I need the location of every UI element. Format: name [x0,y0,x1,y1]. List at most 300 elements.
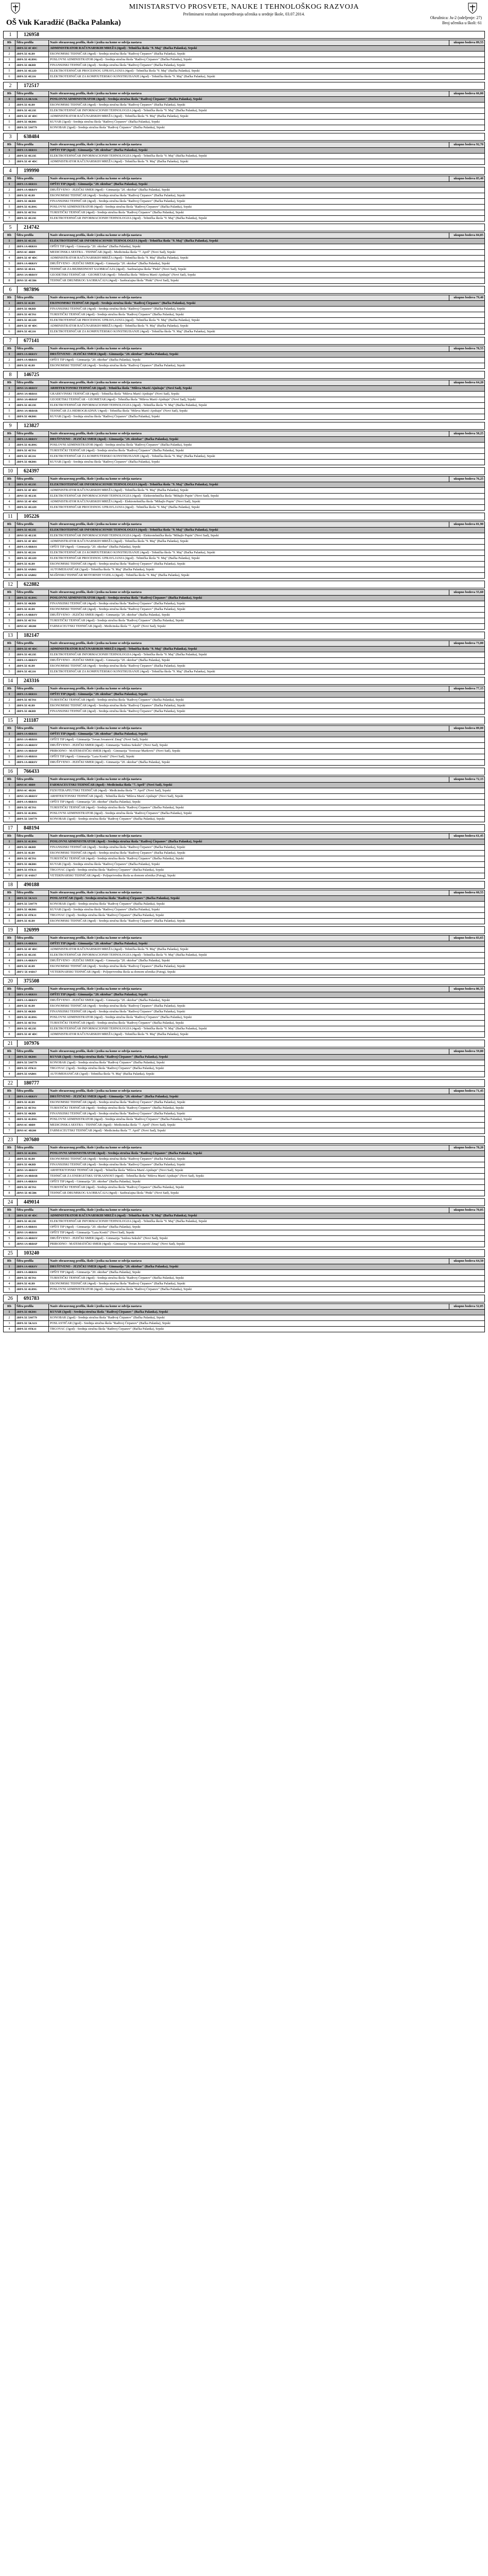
points-value: 59,80 [476,1049,483,1053]
choice-rank: 6 [4,329,15,335]
profile-code: 2BNS 1A 4RRSV [15,743,49,749]
profile-description: POSLOVNI ADMINISTRATOR (4god) - Srednja stručna škola "Radivoj Ćirpanov" (Bačka Palanka), Srpski [49,1151,485,1157]
profile-description: OPŠTI TIP (4god) - Gimnazija "20. oktobar" (Bačka Palanka), Srpski [49,358,485,363]
profile-description: ADMINISTRATOR RAČUNARSKIH MREŽA (4god) - Tehnička škola "9. Maj" (Bačka Palanka), Srpski [49,539,485,545]
candidate-code: 180777 [24,1080,39,1086]
column-header-name: Naziv obrazovnog profila, škole i jezika na kome se odvija nastava [49,890,449,896]
profile-code: 2BPA 5E 4E23E [15,482,49,488]
candidate-header [3,768,485,775]
profile-code: 2BPA 5E 4AB01 [15,1072,49,1077]
table-row [4,505,485,511]
points-value: 70,05 [476,1208,483,1212]
profile-code: 2BPA 5E 4KB01 [15,120,49,125]
choice-rank: 3 [4,363,15,369]
choices-table [3,986,485,1038]
candidate-header [3,1040,485,1047]
student-block [3,167,485,222]
points-value: 55,60 [476,590,483,594]
points-header [449,91,485,97]
column-header-rb: Rb [4,726,15,732]
column-header-name: Naziv obrazovnog profila, škole i jezika na kome se odvija nastava [49,1208,449,1213]
profile-code: 2BNS 3A 4RRSV [15,1168,49,1174]
points-header [449,726,485,732]
column-header-name: Naziv obrazovnog profila, škole i jezika na kome se odvija nastava [49,40,449,46]
profile-description: EKONOMSKI TEHNIČAR (4god) - Srednja stručna škola "Radivoj Ćirpanov" (Bačka Palanka), Srpski [49,1157,485,1162]
table-header-row [4,176,485,182]
candidate-header [3,133,485,141]
points-header [449,890,485,896]
choice-rank: 2 [4,244,15,250]
choice-rank: 2 [4,443,15,448]
profile-code: 2BPA 5E 4E23E [15,953,49,958]
choices-table [3,91,485,131]
profile-description: OPŠTI TIP (4god) - Gimnazija "20. oktobar" (Bačka Palanka), Srpski [49,692,485,698]
profile-description: OPŠTI TIP (4god) - Gimnazija "20. oktobar" (Bačka Palanka), Srpski [49,1179,485,1185]
column-header-name: Naziv obrazovnog profila, škole i jezika na kome se odvija nastava [49,936,449,941]
profile-code: 2BPA 1A 4RRSV [15,958,49,964]
choices-table [3,1088,485,1134]
candidate-code: 105226 [24,514,39,519]
profile-description: PRIRODNO - MATEMATIČKI SMER (4god) - Gimnazija "Svetozar Marković" (Novi Sad), Srpski [49,749,485,754]
profile-description: OPŠTI TIP (4god) - Gimnazija "20. oktobar" (Bačka Palanka), Srpski [49,545,485,550]
student-block [3,286,485,335]
profile-description: KONOBAR (3god) - Srednja stručna škola "Radivoj Ćirpanov" (Bačka Palanka), Srpski [49,902,485,907]
profile-code: 2BPA 5E 4E23E [15,652,49,658]
choice-rank: 2 [4,698,15,703]
profile-description: FINANSIJSKI TEHNIČAR (4god) - Srednja stručna škola "Radivoj Ćirpanov" (Bačka Palanka), Srpski [49,199,485,205]
points-label: ukupno bodova [453,777,476,781]
profile-description: EKONOMSKI TEHNIČAR (4god) - Srednja stručna škola "Radivoj Ćirpanov" (Bačka Palanka), Srpski [49,964,485,970]
profile-description: OPŠTI TIP (4god) - Gimnazija "20. oktobar" (Bačka Palanka), Srpski [49,1225,485,1230]
table-row [4,1021,485,1026]
table-row [4,970,485,975]
serbia-crest-icon [467,2,478,14]
profile-code: 2BPA 1A 4RRSV [15,437,49,443]
choice-rank: 1 [4,1094,15,1100]
table-row [4,596,485,601]
profile-code: 2BPA 5E 4LB9 [15,703,49,709]
points-header [449,176,485,182]
profile-description: TURISTIČKI TEHNIČAR (4god) - Srednja stručna škola "Radivoj Ćirpanov" (Bačka Palanka), Srpski [49,856,485,862]
table-row [4,52,485,57]
choices-table [3,1145,485,1196]
profile-code: 2BPA 5E 4TK11 [15,1327,49,1332]
profile-description: TRGOVAC (3god) - Srednja stručna škola "Radivoj Ćirpanov" (Bačka Palanka), Srpski [49,913,485,919]
profile-description: DRUŠTVENO - JEZIČKI SMER (4god) - Gimnazija "20. oktobar" (Bačka Palanka), Srpski [49,352,485,358]
profile-description: TRGOVAC (3god) - Srednja stručna škola "Radivoj Ćirpanov" (Bačka Palanka), Srpski [49,1327,485,1332]
table-row [4,1032,485,1038]
choices-table [3,1303,485,1332]
table-row [4,386,485,392]
points-value: 61,45 [476,834,483,838]
choice-rank: 4 [4,499,15,505]
profile-code: 2BNS 1A 4RRSS [15,754,49,760]
choice-rank: 8 [4,567,15,573]
table-row [4,482,485,488]
profile-description: EKONOMSKI TEHNIČAR (4god) - Srednja stručna škola "Radivoj Ćirpanov" (Bačka Palanka), Srpski [49,103,485,108]
table-row [4,273,485,278]
table-row [4,414,485,420]
choice-rank: 4 [4,709,15,715]
column-header-rb: Rb [4,686,15,692]
profile-description: FINANSIJSKI TEHNIČAR (4god) - Srednja stručna škola "Radivoj Ćirpanov" (Bačka Palanka), Srpski [49,709,485,715]
column-header-code: Šifra profila [15,590,49,596]
points-header [449,777,485,783]
table-header-row [4,1259,485,1264]
choices-table [3,142,485,165]
choice-rank: 4 [4,114,15,120]
table-header-row [4,346,485,352]
student-block [3,1040,485,1077]
table-row [4,624,485,630]
table-row [4,74,485,80]
points-label: ukupno bodova [453,522,476,526]
column-header-name: Naziv obrazovnog profila, škole i jezika na kome se odvija nastava [49,726,449,732]
table-row [4,698,485,703]
student-block [3,371,485,420]
choice-rank: 1 [4,596,15,601]
student-block [3,1079,485,1134]
profile-code: 2BPA 1A 4RRSS [15,182,49,188]
table-header-row [4,1049,485,1055]
table-row [4,913,485,919]
choice-rank: 3 [4,57,15,63]
table-row [4,1185,485,1191]
profile-code: 2BNS 1A 4RRSV [15,1236,49,1242]
choice-rank: 3 [4,658,15,664]
choices-table [3,833,485,879]
choice-rank: 3 [4,743,15,749]
points-value: 71,45 [476,1089,483,1093]
candidate-code: 126958 [24,32,39,38]
choices-table [3,476,485,511]
profile-code: 2BFU 5E 4AB17 [15,873,49,879]
column-header-name: Naziv obrazovnog profila, škole i jezika na kome se odvija nastava [49,431,449,437]
profile-description: ADMINISTRATOR RAČUNARSKIH MREŽA (4god) - Tehnička škola "9. Maj" (Bačka Palanka), Srpski [49,114,485,120]
points-header [449,142,485,148]
table-row [4,1157,485,1162]
table-row [4,256,485,261]
profile-description: TRGOVAC (3god) - Srednja stručna škola "Radivoj Ćirpanov" (Bačka Palanka), Srpski [49,868,485,873]
profile-description: POSLOVNI ADMINISTRATOR (4god) - Srednja stručna škola "Radivoj Ćirpanov" (Bačka Palanka), Srpski [49,205,485,210]
profile-code: 2BPA 5E 4TK11 [15,1066,49,1072]
table-row [4,964,485,970]
table-row [4,443,485,448]
profile-code: 2BPA 1A 4RRSV [15,352,49,358]
profile-code: 2BNS 3A 4RRSV [15,386,49,392]
profile-description: FINANSIJSKI TEHNIČAR (4god) - Srednja stručna škola "Radivoj Ćirpanov" (Bačka Palanka), Srpski [49,63,485,69]
profile-description: ELEKTROTEHNIČAR PROCESNOG UPRAVLJANJA (4god) - Tehnička škola "9. Maj" (Bačka Palanka), Srpski [49,69,485,74]
profile-description: EKONOMSKI TEHNIČAR (4god) - Srednja stručna škola "Radivoj Ćirpanov" (Bačka Palanka), Srpski [49,851,485,856]
choice-rank: 5 [4,754,15,760]
profile-description: ADMINISTRATOR RAČUNARSKIH MREŽA (4god) - Tehnička škola "9. Maj" (Bačka Palanka), Srpski [49,324,485,329]
profile-code: 2BPA 1A 4RRSS [15,358,49,363]
choice-rank: 3 [4,1106,15,1111]
points-header [449,431,485,437]
candidate-code: 490188 [24,882,39,888]
choice-rank: 3 [4,1162,15,1168]
choices-table [3,1207,485,1247]
student-block [3,1198,485,1247]
choice-rank: 5 [4,550,15,556]
table-row [4,154,485,159]
choice-rank: 2 [4,307,15,312]
column-header-rb: Rb [4,346,15,352]
choice-rank: 5 [4,1117,15,1123]
table-row [4,1242,485,1247]
choice-rank: 4 [4,913,15,919]
profile-description: TEHNIČAR ZA HIDROGRADNJU (4god) - Tehnička škola "Mileva Marić-Ajnštajn" (Novi Sad), Srpski [49,409,485,414]
table-row [4,664,485,669]
choice-rank: 3 [4,794,15,800]
profile-description: MAŠINSKI TEHNIČAR MOTORNIH VOZILA (4god) - Tehnička škola "9. Maj" (Bačka Palanka), Srpski [49,573,485,579]
choice-rank: 2 [4,358,15,363]
table-row [4,488,485,494]
table-row [4,896,485,902]
profile-code: 2BPA 5E 4LB9 [15,964,49,970]
candidate-header [3,286,485,294]
table-row [4,1123,485,1128]
profile-code: 2BPA 5E 4KB01 [15,460,49,465]
profile-code: 2BPA 5E 4KBD [15,709,49,715]
table-row [4,120,485,125]
profile-code: 2BPA 5E 5S0779 [15,125,49,131]
table-row [4,805,485,811]
points-value: 64,20 [476,381,483,384]
profile-description: ELEKTROTEHNIČAR INFORMACIONIH TEHNOLOGIJA (4god) - Tehnička škola "9. Maj" (Bačka Palanka), Srpski [49,216,485,222]
choice-rank: 3 [4,953,15,958]
column-header-name: Naziv obrazovnog profila, škole i jezika na kome se odvija nastava [49,477,449,482]
column-header-code: Šifra profila [15,834,49,839]
choice-rank: 1 [4,1264,15,1270]
profile-code: 2BNS 6C 4BB9 [15,783,49,788]
profile-code: 2BPA 5E 4E23E [15,239,49,244]
table-row [4,567,485,573]
column-header-rb: Rb [4,834,15,839]
table-row [4,216,485,222]
table-row [4,1174,485,1179]
points-label: ukupno bodova [453,1146,476,1149]
column-header-code: Šifra profila [15,346,49,352]
profile-description: ELEKTROTEHNIČAR INFORMACIONIH TEHNOLOGIJA (4god) - Elektrotehnička škola "Mihajlo Pupin" (Novi Sad), Srpski [49,533,485,539]
profile-code: 2BPA 5E 4KBD [15,199,49,205]
table-row [4,958,485,964]
profile-code: 2BNS 5E 4E4A [15,267,49,273]
table-row [4,199,485,205]
table-row [4,1060,485,1066]
table-row [4,749,485,754]
profile-code: 2BNS 5E 4E5B6 [15,1191,49,1196]
profile-description: DRUŠTVENO - JEZIČKI SMER (4god) - Gimnazija "20. oktobar" (Bačka Palanka), Srpski [49,760,485,766]
profile-description: DRUŠTVENO - JEZIČKI SMER (4god) - Gimnazija "Isidora Sekulić" (Novi Sad), Srpski [49,743,485,749]
candidate-number: 15 [4,717,18,724]
candidate-header [3,1198,485,1206]
choice-rank: 2 [4,601,15,607]
profile-description: TEHNIČAR ZA BEZBEDNOST SAOBRAĆAJA (4god) - Saobraćajna škola "Pinki" (Novi Sad), Srpski [49,267,485,273]
profile-code: 2BPA 5E 4KB01 [15,862,49,868]
candidate-code: 638484 [24,134,39,140]
points-header [449,936,485,941]
student-block [3,337,485,369]
choice-rank: 7 [4,1128,15,1134]
table-row [4,210,485,216]
table-row [4,409,485,414]
profile-description: TURISTIČKI TEHNIČAR (4god) - Srednja stručna škola "Radivoj Ćirpanov" (Bačka Palanka), Srpski [49,312,485,318]
points-label: ukupno bodova [453,987,476,991]
choice-rank: 4 [4,613,15,618]
column-header-rb: Rb [4,233,15,239]
profile-description: OPŠTI TIP (4god) - Gimnazija "20. oktobar" (Bačka Palanka), Srpski [49,732,485,737]
column-header-rb: Rb [4,1089,15,1094]
candidate-number: 23 [4,1137,18,1143]
table-row [4,947,485,953]
table-row [4,1128,485,1134]
profile-code: 2BFU 5E 4AB17 [15,970,49,975]
choice-rank: 5 [4,919,15,924]
candidate-code: 848194 [24,825,39,831]
profile-description: ELEKTROTEHNIČAR PROCESNOG UPRAVLJANJA (4god) - Tehnička škola "9. Maj" (Bačka Palanka), Srpski [49,505,485,511]
student-block [3,82,485,131]
points-value: 58,25 [476,432,483,435]
choice-rank: 4 [4,1230,15,1236]
points-header [449,40,485,46]
choice-rank: 3 [4,397,15,403]
choice-rank: 1 [4,941,15,947]
profile-code: 2BPA 5E 4LB9G [15,811,49,817]
choice-rank: 6 [4,556,15,562]
table-header-row [4,142,485,148]
column-header-name: Naziv obrazovnog profila, škole i jezika na kome se odvija nastava [49,1089,449,1094]
choice-rank: 3 [4,193,15,199]
profile-description: EKONOMSKI TEHNIČAR (4god) - Srednja stručna škola "Radivoj Ćirpanov" (Bačka Palanka), Srpski [49,919,485,924]
profile-code: 2BPA 5E 4AB01 [15,567,49,573]
table-row [4,737,485,743]
choice-rank: 3 [4,907,15,913]
table-row [4,1219,485,1225]
choice-rank: 6 [4,1123,15,1128]
column-header-rb: Rb [4,890,15,896]
candidate-code: 146725 [24,372,39,378]
candidate-code: 126999 [24,927,39,933]
table-row [4,460,485,465]
choice-rank: 3 [4,851,15,856]
column-header-name: Naziv obrazovnog profila, škole i jezika na kome se odvija nastava [49,380,449,386]
points-label: ukupno bodova [453,936,476,940]
profile-description: FINANSIJSKI TEHNIČAR (4god) - Srednja stručna škola "Radivoj Ćirpanov" (Bačka Palanka), Srpski [49,1162,485,1168]
choice-rank: 1 [4,182,15,188]
column-header-name: Naziv obrazovnog profila, škole i jezika na kome se odvija nastava [49,346,449,352]
profile-code: 2BPA 5E 5S0779 [15,817,49,822]
candidate-number: 25 [4,1250,18,1257]
choice-rank: 5 [4,409,15,414]
profile-code: 2BPA 5E 4E22D [15,318,49,324]
profile-description: TURISTIČKI TEHNIČAR (4god) - Srednja stručna škola "Radivoj Ćirpanov" (Bačka Palanka), Srpski [49,698,485,703]
table-header-row [4,1089,485,1094]
profile-description: FARMACEUTSKI TEHNIČAR (4god) - Medicinska škola "7. April" (Novi Sad), Srpski [49,1128,485,1134]
profile-code: 2BPA 5E 4TK11 [15,913,49,919]
column-header-rb: Rb [4,91,15,97]
student-block [3,422,485,465]
points-header [449,590,485,596]
choice-rank: 4 [4,749,15,754]
profile-code: 2BPA 5E 4E23E [15,403,49,409]
table-row [4,992,485,998]
profile-code: 2BPA 5E 4E22D [15,69,49,74]
table-row [4,261,485,267]
column-header-name: Naziv obrazovnog profila, škole i jezika na kome se odvija nastava [49,91,449,97]
profile-description: EKONOMSKI TEHNIČAR (4god) - Srednja stručna škola "Radivoj Ćirpanov" (Bačka Palanka), Srpski [49,1100,485,1106]
profile-description: TURISTIČKI TEHNIČAR (4god) - Srednja stručna škola "Radivoj Ćirpanov" (Bačka Palanka), Srpski [49,1021,485,1026]
profile-description: ADMINISTRATOR RAČUNARSKIH MREŽA (4god) - Tehnička škola "9. Maj" (Bačka Palanka), Srpski [49,159,485,165]
choice-rank: 3 [4,108,15,114]
table-row [4,811,485,817]
table-row [4,1327,485,1332]
student-block [3,1295,485,1332]
choice-rank: 3 [4,1276,15,1281]
table-row [4,312,485,318]
profile-code: 2BPA 5E 4F 4DC [15,947,49,953]
points-header [449,987,485,992]
table-header-row [4,777,485,783]
choices-table [3,176,485,222]
candidate-header [3,422,485,430]
table-row [4,97,485,103]
table-row [4,352,485,358]
table-row [4,193,485,199]
profile-code: 2BNS 5E 4E23E [15,533,49,539]
profile-description: EKONOMSKI TEHNIČAR (4god) - Srednja stručna škola "Radivoj Ćirpanov" (Bačka Palanka), Srpski [49,607,485,613]
profile-code: 2BNS 6C 4B200 [15,624,49,630]
column-header-name: Naziv obrazovnog profila, škole i jezika na kome se odvija nastava [49,1259,449,1264]
choice-rank: 1 [4,528,15,533]
student-block [3,224,485,284]
profile-description: ELEKTROTEHNIČAR ZA KOMPJUTERSKO KONSTRUISANJE (4god) - Tehnička škola "9. Maj" (Bačka Palanka), Srpski [49,74,485,80]
table-row [4,732,485,737]
profile-code: 2BPA 5E 4E23E [15,1219,49,1225]
choice-rank: 4 [4,318,15,324]
candidate-number: 5 [4,224,18,231]
table-row [4,539,485,545]
table-row [4,1111,485,1117]
candidate-number: 13 [4,632,18,639]
table-row [4,494,485,499]
column-header-code: Šifra profila [15,686,49,692]
table-row [4,1213,485,1219]
profile-description: POSLOVNI ADMINISTRATOR (4god) - Srednja stručna škola "Radivoj Ćirpanov" (Bačka Palanka), Srpski [49,443,485,448]
table-row [4,703,485,709]
points-header [449,522,485,528]
candidate-code: 677141 [24,338,39,344]
profile-description: GRAĐEVINSKI TEHNIČAR (4god) - Tehnička škola "Mileva Marić-Ajnštajn" (Novi Sad), Srpski [49,392,485,397]
profile-description: POSLASTIČAR (3god) - Srednja stručna škola "Radivoj Ćirpanov" (Bačka Palanka), Srpski [49,896,485,902]
table-row [4,159,485,165]
column-header-code: Šifra profila [15,890,49,896]
profile-description: EKONOMSKI TEHNIČAR (4god) - Srednja stručna škola "Radivoj Ćirpanov" (Bačka Palanka), Srpski [49,562,485,567]
column-header-rb: Rb [4,777,15,783]
candidate-code: 243316 [24,678,39,684]
profile-code: 2BNS 3A 4RRSB [15,1174,49,1179]
profile-description: EKONOMSKI TEHNIČAR (4god) - Srednja stručna škola "Radivoj Ćirpanov" (Bačka Palanka), Srpski [49,664,485,669]
profile-description: FIZIOTERAPEUTSKI TEHNIČAR (4god) - Medicinska škola "7. April" (Novi Sad), Srpski [49,788,485,794]
choice-rank: 6 [4,125,15,131]
profile-code: 2BPA 5E 4TK11 [15,868,49,873]
profile-description: OPŠTI TIP (4god) - Gimnazija "20. oktobar" (Bačka Palanka), Srpski [49,1270,485,1276]
table-row [4,709,485,715]
profile-description: ELEKTROTEHNIČAR INFORMACIONIH TEHNOLOGIJA (4god) - Tehnička škola "9. Maj" (Bačka Palanka), Srpski [49,482,485,488]
profile-description: TURISTIČKI TEHNIČAR (4god) - Srednja stručna škola "Radivoj Ćirpanov" (Bačka Palanka), Srpski [49,210,485,216]
choice-rank: 5 [4,618,15,624]
column-header-name: Naziv obrazovnog profila, škole i jezika na kome se odvija nastava [49,987,449,992]
